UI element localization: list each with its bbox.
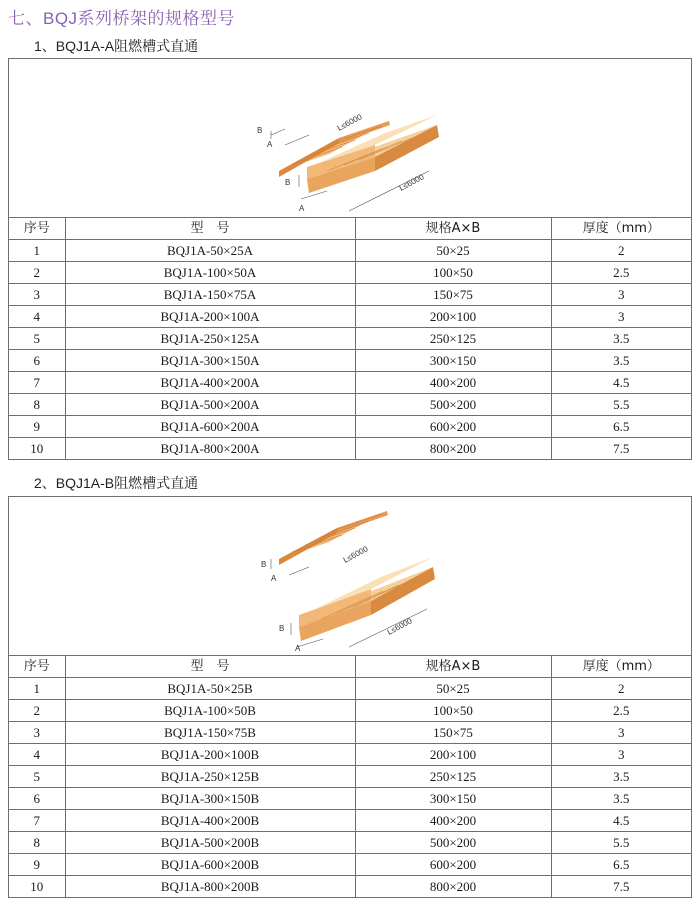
table-row <box>9 722 691 744</box>
cell-model: BQJ1A-250×125B <box>65 766 355 788</box>
cell-model: BQJ1A-300×150B <box>65 788 355 810</box>
table-header-row <box>9 218 691 240</box>
table-row <box>9 328 691 350</box>
dim-label-a-1: A <box>267 140 273 149</box>
header-model: 型 号 <box>65 218 355 240</box>
cell-spec: 400×200 <box>355 810 551 832</box>
cell-index: 4 <box>9 744 65 766</box>
cell-spec: 250×125 <box>355 766 551 788</box>
spec-panel-a <box>8 58 692 460</box>
table-row <box>9 262 691 284</box>
cell-thickness: 5.5 <box>551 394 691 416</box>
cell-model: BQJ1A-50×25A <box>65 240 355 262</box>
cell-model: BQJ1A-500×200B <box>65 832 355 854</box>
cell-model: BQJ1A-600×200B <box>65 854 355 876</box>
cell-model: BQJ1A-150×75A <box>65 284 355 306</box>
cell-thickness: 3.5 <box>551 788 691 810</box>
cell-thickness: 3 <box>551 722 691 744</box>
section-title-a: 1、BQJ1A-A阻燃槽式直通 <box>34 38 199 54</box>
cell-index: 8 <box>9 832 65 854</box>
cell-thickness: 4.5 <box>551 810 691 832</box>
cell-model: BQJ1A-300×150A <box>65 350 355 372</box>
cell-index: 2 <box>9 262 65 284</box>
cell-model: BQJ1A-200×100A <box>65 306 355 328</box>
table-row <box>9 832 691 854</box>
cell-thickness: 2.5 <box>551 262 691 284</box>
cell-index: 10 <box>9 876 65 898</box>
table-row <box>9 766 691 788</box>
cell-model: BQJ1A-600×200A <box>65 416 355 438</box>
cell-index: 6 <box>9 788 65 810</box>
table-row <box>9 876 691 898</box>
cell-thickness: 5.5 <box>551 832 691 854</box>
cell-index: 10 <box>9 438 65 460</box>
cell-spec: 500×200 <box>355 832 551 854</box>
cell-spec: 400×200 <box>355 372 551 394</box>
cell-model: BQJ1A-800×200B <box>65 876 355 898</box>
cell-thickness: 2.5 <box>551 700 691 722</box>
header-spec: 规格A×B <box>355 656 551 678</box>
cell-thickness: 6.5 <box>551 854 691 876</box>
table-row <box>9 284 691 306</box>
cell-spec: 800×200 <box>355 876 551 898</box>
cell-thickness: 3.5 <box>551 766 691 788</box>
tray-cover-illustration <box>279 511 388 565</box>
dim-label-b-1: B <box>261 560 267 569</box>
cell-thickness: 2 <box>551 678 691 700</box>
header-index: 序号 <box>9 656 65 678</box>
table-row <box>9 372 691 394</box>
table-row <box>9 350 691 372</box>
dim-length-label-1: L≤6000 <box>341 544 370 565</box>
cell-spec: 150×75 <box>355 284 551 306</box>
cell-model: BQJ1A-100×50A <box>65 262 355 284</box>
table-row <box>9 438 691 460</box>
cell-model: BQJ1A-400×200B <box>65 810 355 832</box>
cell-spec: 200×100 <box>355 306 551 328</box>
cell-model: BQJ1A-250×125A <box>65 328 355 350</box>
cell-thickness: 3 <box>551 284 691 306</box>
cell-index: 4 <box>9 306 65 328</box>
table-row <box>9 700 691 722</box>
cell-thickness: 3.5 <box>551 350 691 372</box>
page-title: 七、BQJ系列桥架的规格型号 <box>8 9 236 28</box>
cell-thickness: 3 <box>551 306 691 328</box>
cell-thickness: 4.5 <box>551 372 691 394</box>
dim-length-label-2: L≤6000 <box>385 616 414 637</box>
cell-spec: 100×50 <box>355 262 551 284</box>
cell-thickness: 2 <box>551 240 691 262</box>
dim-label-b-1: B <box>257 126 263 135</box>
cell-spec: 50×25 <box>355 240 551 262</box>
cell-model: BQJ1A-150×75B <box>65 722 355 744</box>
cell-model: BQJ1A-400×200A <box>65 372 355 394</box>
spec-panel-b <box>8 496 692 898</box>
cell-spec: 500×200 <box>355 394 551 416</box>
cell-index: 5 <box>9 766 65 788</box>
table-header-row <box>9 656 691 678</box>
tray-figure-a <box>9 59 691 217</box>
tray-channel-illustration <box>299 557 435 641</box>
cell-model: BQJ1A-500×200A <box>65 394 355 416</box>
cell-index: 3 <box>9 722 65 744</box>
cell-spec: 300×150 <box>355 788 551 810</box>
table-row <box>9 416 691 438</box>
table-row <box>9 678 691 700</box>
cell-index: 9 <box>9 416 65 438</box>
table-row <box>9 854 691 876</box>
cell-spec: 800×200 <box>355 438 551 460</box>
table-row <box>9 744 691 766</box>
dim-length-label-2: L≤6000 <box>397 172 426 193</box>
cell-spec: 50×25 <box>355 678 551 700</box>
dim-label-a-2: A <box>299 204 305 213</box>
cell-index: 1 <box>9 678 65 700</box>
cell-thickness: 7.5 <box>551 876 691 898</box>
cell-spec: 200×100 <box>355 744 551 766</box>
cell-spec: 100×50 <box>355 700 551 722</box>
header-index: 序号 <box>9 218 65 240</box>
cell-spec: 600×200 <box>355 416 551 438</box>
cell-spec: 600×200 <box>355 854 551 876</box>
cell-index: 2 <box>9 700 65 722</box>
dim-label-b-2: B <box>285 178 291 187</box>
header-spec: 规格A×B <box>355 218 551 240</box>
cell-thickness: 3 <box>551 744 691 766</box>
header-thickness: 厚度（mm） <box>551 218 691 240</box>
section-title-b: 2、BQJ1A-B阻燃槽式直通 <box>34 475 199 491</box>
cell-thickness: 3.5 <box>551 328 691 350</box>
cell-model: BQJ1A-800×200A <box>65 438 355 460</box>
cell-spec: 300×150 <box>355 350 551 372</box>
cell-thickness: 6.5 <box>551 416 691 438</box>
table-row <box>9 788 691 810</box>
table-row <box>9 240 691 262</box>
cell-model: BQJ1A-200×100B <box>65 744 355 766</box>
cell-spec: 150×75 <box>355 722 551 744</box>
cell-index: 5 <box>9 328 65 350</box>
cell-index: 1 <box>9 240 65 262</box>
cell-index: 9 <box>9 854 65 876</box>
cell-index: 6 <box>9 350 65 372</box>
cell-spec: 250×125 <box>355 328 551 350</box>
table-row <box>9 810 691 832</box>
dim-length-label-1: L≤6000 <box>335 112 364 133</box>
header-model: 型 号 <box>65 656 355 678</box>
dim-label-a-2: A <box>295 644 301 653</box>
dim-label-a-1: A <box>271 574 277 583</box>
table-row <box>9 394 691 416</box>
cell-index: 3 <box>9 284 65 306</box>
table-row <box>9 306 691 328</box>
spec-table-b <box>9 655 691 897</box>
cell-thickness: 7.5 <box>551 438 691 460</box>
header-thickness: 厚度（mm） <box>551 656 691 678</box>
spec-table-a <box>9 217 691 459</box>
cell-index: 8 <box>9 394 65 416</box>
cell-model: BQJ1A-50×25B <box>65 678 355 700</box>
cell-index: 7 <box>9 372 65 394</box>
cell-model: BQJ1A-100×50B <box>65 700 355 722</box>
dim-label-b-2: B <box>279 624 285 633</box>
tray-figure-b <box>9 497 691 655</box>
cell-index: 7 <box>9 810 65 832</box>
